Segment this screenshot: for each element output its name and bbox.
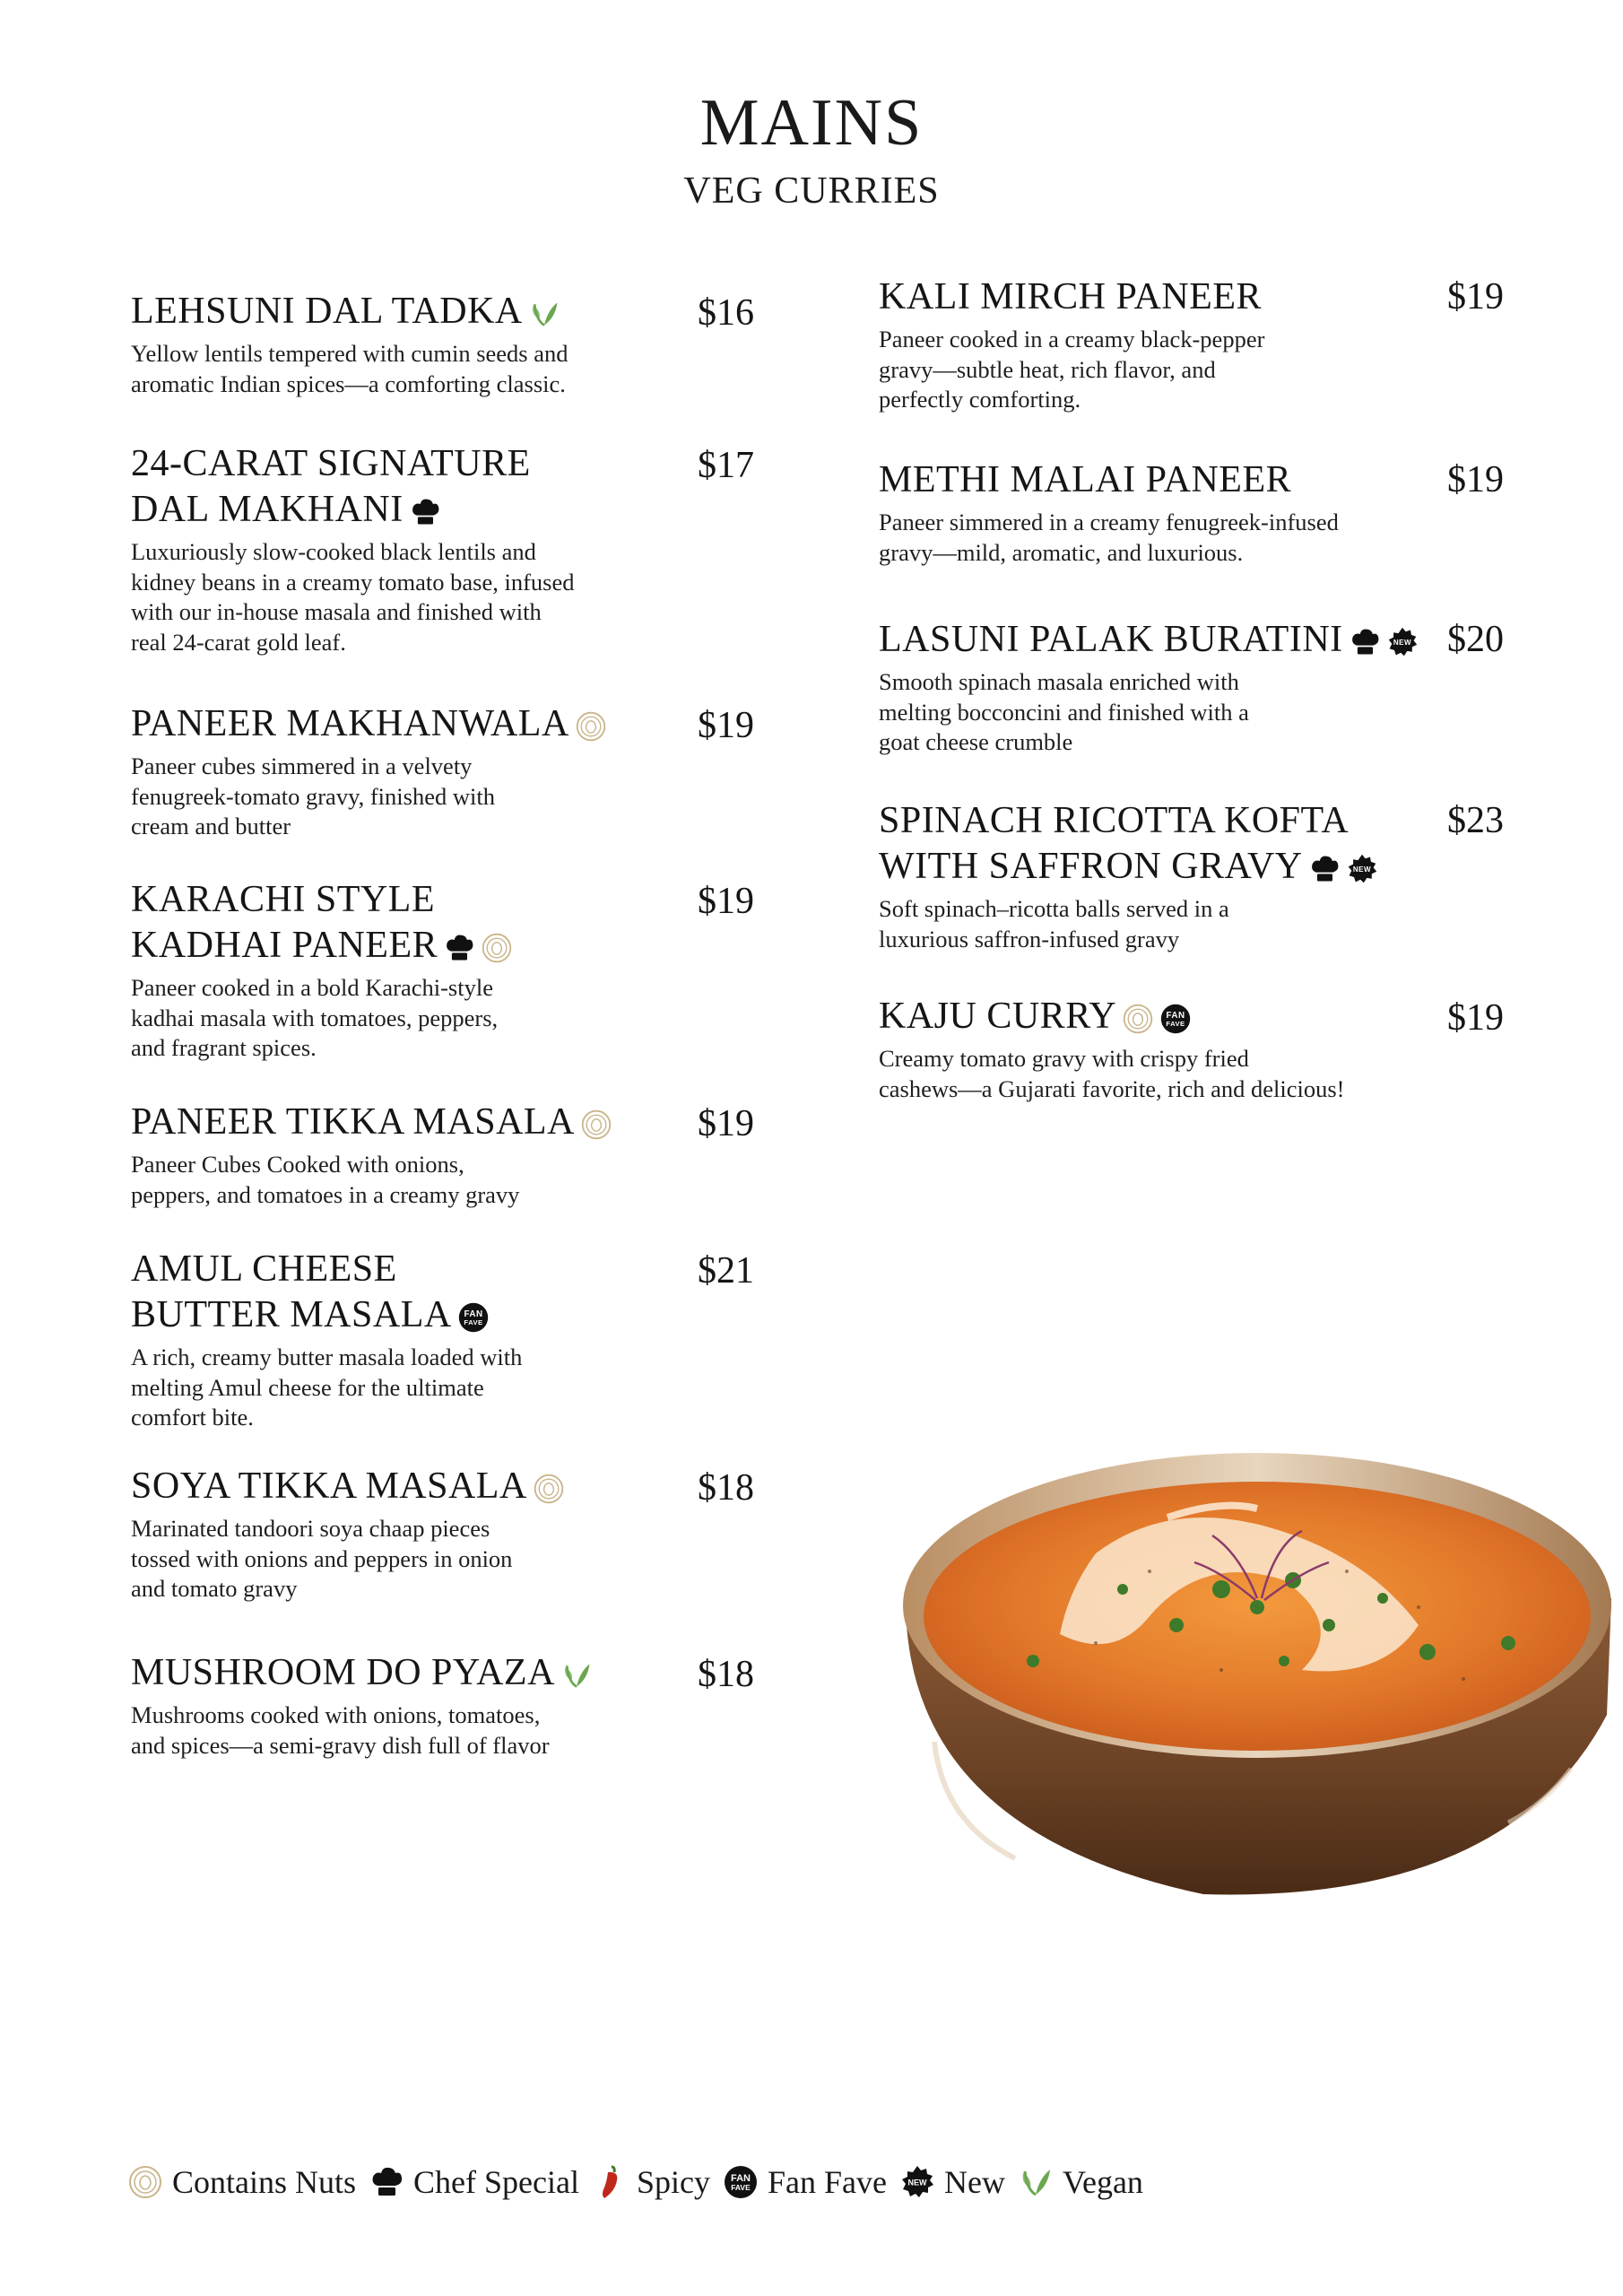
item-description [131, 752, 705, 842]
item-name-line [879, 457, 1435, 503]
item-description-line: and fragrant spices. [131, 1034, 317, 1061]
item-description [879, 1044, 1506, 1104]
item-name-text: 24-CARAT SIGNATURE [131, 443, 531, 484]
item-price: $19 [698, 705, 754, 746]
svg-text:FAN: FAN [464, 1309, 483, 1320]
item-name-text: MUSHROOM DO PYAZA [131, 1652, 555, 1693]
item-name [131, 1650, 705, 1696]
item-price: $19 [1447, 997, 1504, 1039]
item-name [879, 457, 1435, 503]
item-description [131, 973, 705, 1064]
item-description [131, 1700, 705, 1761]
vegan-icon [560, 1659, 593, 1692]
svg-text:NEW: NEW [907, 2178, 927, 2187]
nuts-icon [575, 710, 607, 743]
new-icon [1346, 853, 1378, 885]
item-name-text: PANEER MAKHANWALA [131, 703, 569, 744]
menu-item [131, 289, 669, 399]
item-name-line [879, 274, 1435, 320]
item-name-text: PANEER TIKKA MASALA [131, 1101, 575, 1143]
nuts-icon [1122, 1003, 1154, 1035]
item-description-line: Soft spinach–ricotta balls served in a [879, 895, 1229, 922]
item-description [131, 537, 687, 657]
legend-item [1018, 2163, 1143, 2201]
menu-item [131, 1100, 705, 1210]
chef-hat-icon [1308, 853, 1341, 885]
item-name-text: KAJU CURRY [879, 996, 1117, 1037]
item-name-line [131, 701, 705, 747]
fan-fave-icon [723, 2164, 759, 2200]
item-price: $18 [698, 1467, 754, 1509]
item-name-line [131, 1650, 705, 1696]
item-description-line: Luxuriously slow-cooked black lentils and [131, 538, 536, 565]
item-name [131, 701, 705, 747]
item-description-line: Yellow lentils tempered with cumin seeds and [131, 340, 568, 367]
item-description [879, 667, 1435, 758]
item-name-line [879, 994, 1506, 1039]
item-name [131, 877, 705, 969]
chili-icon [592, 2164, 628, 2200]
svg-text:FAN: FAN [730, 2173, 751, 2184]
svg-text:FAVE: FAVE [1166, 1020, 1185, 1029]
item-name [879, 798, 1435, 890]
item-price: $23 [1447, 800, 1504, 841]
item-description-line: A rich, creamy butter masala loaded with [131, 1344, 523, 1370]
item-description-line: kidney beans in a creamy tomato base, infused [131, 568, 575, 596]
curry-bowl-photo [881, 1446, 1623, 1903]
menu-item [879, 457, 1435, 568]
legend-label: Spicy [636, 2164, 710, 2200]
nuts-icon [481, 932, 513, 964]
menu-item [131, 877, 705, 1064]
item-description [131, 1150, 705, 1210]
item-name-line [131, 1292, 705, 1338]
menu-item [879, 798, 1435, 954]
item-description [131, 339, 669, 399]
legend-label: Contains Nuts [172, 2164, 357, 2200]
legend-item [899, 2163, 1005, 2201]
menu-item [131, 701, 705, 842]
item-name [879, 617, 1435, 663]
item-price: $19 [698, 881, 754, 922]
page-subtitle: VEG CURRIES [683, 170, 940, 212]
svg-text:FAVE: FAVE [464, 1318, 483, 1327]
legend-item [369, 2163, 579, 2201]
item-price: $19 [1447, 459, 1504, 500]
item-name-line [131, 1464, 705, 1509]
menu-item [131, 1247, 705, 1433]
item-name [879, 994, 1506, 1039]
item-name-line [131, 877, 705, 923]
item-name-line [879, 844, 1435, 890]
item-name [131, 441, 687, 533]
item-name-text: DAL MAKHANI [131, 489, 404, 530]
item-name [879, 274, 1435, 320]
item-name-line [131, 289, 669, 335]
vegan-icon [528, 298, 560, 330]
chef-hat-icon [443, 932, 475, 964]
page-title: MAINS [699, 86, 924, 160]
item-description-line: goat cheese crumble [879, 728, 1073, 755]
item-name-line [131, 923, 705, 969]
menu-item [131, 1650, 705, 1761]
item-name-text: KADHAI PANEER [131, 925, 438, 966]
item-name-text: KALI MIRCH PANEER [879, 276, 1262, 317]
fan-fave-icon [457, 1301, 490, 1334]
item-description-line: comfort bite. [131, 1404, 254, 1431]
item-name-line [131, 441, 687, 487]
item-description-line: gravy—subtle heat, rich flavor, and [879, 355, 1216, 383]
item-description-line: and tomato gravy [131, 1575, 298, 1602]
nuts-icon [533, 1473, 565, 1505]
item-description-line: cashews—a Gujarati favorite, rich and delicious! [879, 1074, 1345, 1102]
item-name-text: BUTTER MASALA [131, 1294, 452, 1335]
menu-item [131, 441, 687, 657]
item-description-line: melting Amul cheese for the ultimate [131, 1373, 484, 1401]
legend-label: Fan Fave [767, 2164, 887, 2200]
item-name-text: LASUNI PALAK BURATINI [879, 619, 1343, 660]
item-price: $21 [698, 1250, 754, 1292]
item-name [131, 1100, 705, 1145]
item-description-line: Paneer Cubes Cooked with onions, [131, 1151, 464, 1178]
item-name-text: AMUL CHEESE [131, 1248, 397, 1290]
item-description-line: cream and butter [131, 813, 291, 839]
item-description [131, 1514, 705, 1605]
svg-text:NEW: NEW [1393, 639, 1411, 648]
item-description-line: fenugreek-tomato gravy, finished with [131, 782, 495, 810]
svg-text:NEW: NEW [1352, 865, 1371, 874]
item-description-line: kadhai masala with tomatoes, peppers, [131, 1004, 499, 1031]
legend-label: Vegan [1062, 2164, 1143, 2200]
item-description [879, 325, 1435, 415]
item-description-line: Marinated tandoori soya chaap pieces [131, 1515, 490, 1542]
item-price: $19 [698, 1103, 754, 1144]
item-name-line [131, 1247, 705, 1292]
item-description-line: and spices—a semi-gravy dish full of flavor [131, 1731, 550, 1759]
item-name-text: METHI MALAI PANEER [879, 459, 1292, 500]
menu-item [879, 994, 1506, 1104]
item-description-line: with our in-house masala and finished with [131, 598, 542, 625]
item-name-line [879, 798, 1435, 844]
chef-hat-icon [1349, 626, 1381, 658]
item-description-line: peppers, and tomatoes in a creamy gravy [131, 1180, 520, 1208]
item-price: $16 [698, 292, 754, 334]
menu-item [131, 1464, 705, 1605]
legend-item [592, 2163, 710, 2201]
item-description [131, 1343, 705, 1433]
chef-hat-icon [369, 2164, 404, 2200]
item-description [879, 508, 1435, 568]
item-description-line: Creamy tomato gravy with crispy fried [879, 1045, 1249, 1072]
svg-text:FAN: FAN [1166, 1011, 1185, 1022]
item-price: $19 [1447, 276, 1504, 317]
item-description-line: Paneer cubes simmered in a velvety [131, 752, 473, 779]
item-name-text: SOYA TIKKA MASALA [131, 1465, 527, 1507]
item-name-text: LEHSUNI DAL TADKA [131, 291, 523, 332]
item-name [131, 289, 669, 335]
item-price: $17 [698, 445, 754, 486]
item-description-line: tossed with onions and peppers in onion [131, 1544, 513, 1572]
item-description-line: aromatic Indian spices—a comforting classic. [131, 370, 566, 397]
item-description-line: perfectly comforting. [879, 386, 1081, 413]
item-description-line: luxurious saffron-infused gravy [879, 925, 1180, 952]
legend-item [723, 2163, 887, 2201]
item-description [879, 894, 1435, 954]
chef-hat-icon [409, 496, 441, 528]
item-name-text: SPINACH RICOTTA KOFTA [879, 800, 1350, 841]
item-name-text: WITH SAFFRON GRAVY [879, 846, 1303, 887]
svg-text:FAVE: FAVE [731, 2183, 751, 2192]
legend-label: Chef Special [413, 2164, 579, 2200]
menu-item [879, 617, 1435, 758]
item-description-line: Paneer cooked in a creamy black-pepper [879, 326, 1265, 352]
item-description-line: Mushrooms cooked with onions, tomatoes, [131, 1701, 541, 1728]
legend-label: New [943, 2164, 1005, 2200]
item-name-line [131, 487, 687, 533]
item-name-text: KARACHI STYLE [131, 879, 435, 920]
nuts-icon [127, 2164, 163, 2200]
item-name-line [879, 617, 1435, 663]
item-name-line [131, 1100, 705, 1145]
item-description-line: Paneer simmered in a creamy fenugreek-infused [879, 509, 1339, 535]
item-price: $20 [1447, 619, 1504, 660]
legend-item [127, 2163, 356, 2201]
item-name [131, 1464, 705, 1509]
new-icon [899, 2164, 935, 2200]
item-description-line: gravy—mild, aromatic, and luxurious. [879, 538, 1244, 566]
item-name [131, 1247, 705, 1338]
item-description-line: melting bocconcini and finished with a [879, 698, 1249, 726]
item-description-line: real 24-carat gold leaf. [131, 628, 346, 656]
vegan-icon [1018, 2164, 1054, 2200]
fan-fave-icon [1159, 1003, 1192, 1035]
item-description-line: Paneer cooked in a bold Karachi-style [131, 974, 493, 1001]
item-price: $18 [698, 1654, 754, 1695]
nuts-icon [580, 1109, 612, 1141]
menu-item [879, 274, 1435, 415]
icon-legend [127, 2160, 1156, 2205]
new-icon [1386, 626, 1419, 658]
item-description-line: Smooth spinach masala enriched with [879, 668, 1239, 695]
